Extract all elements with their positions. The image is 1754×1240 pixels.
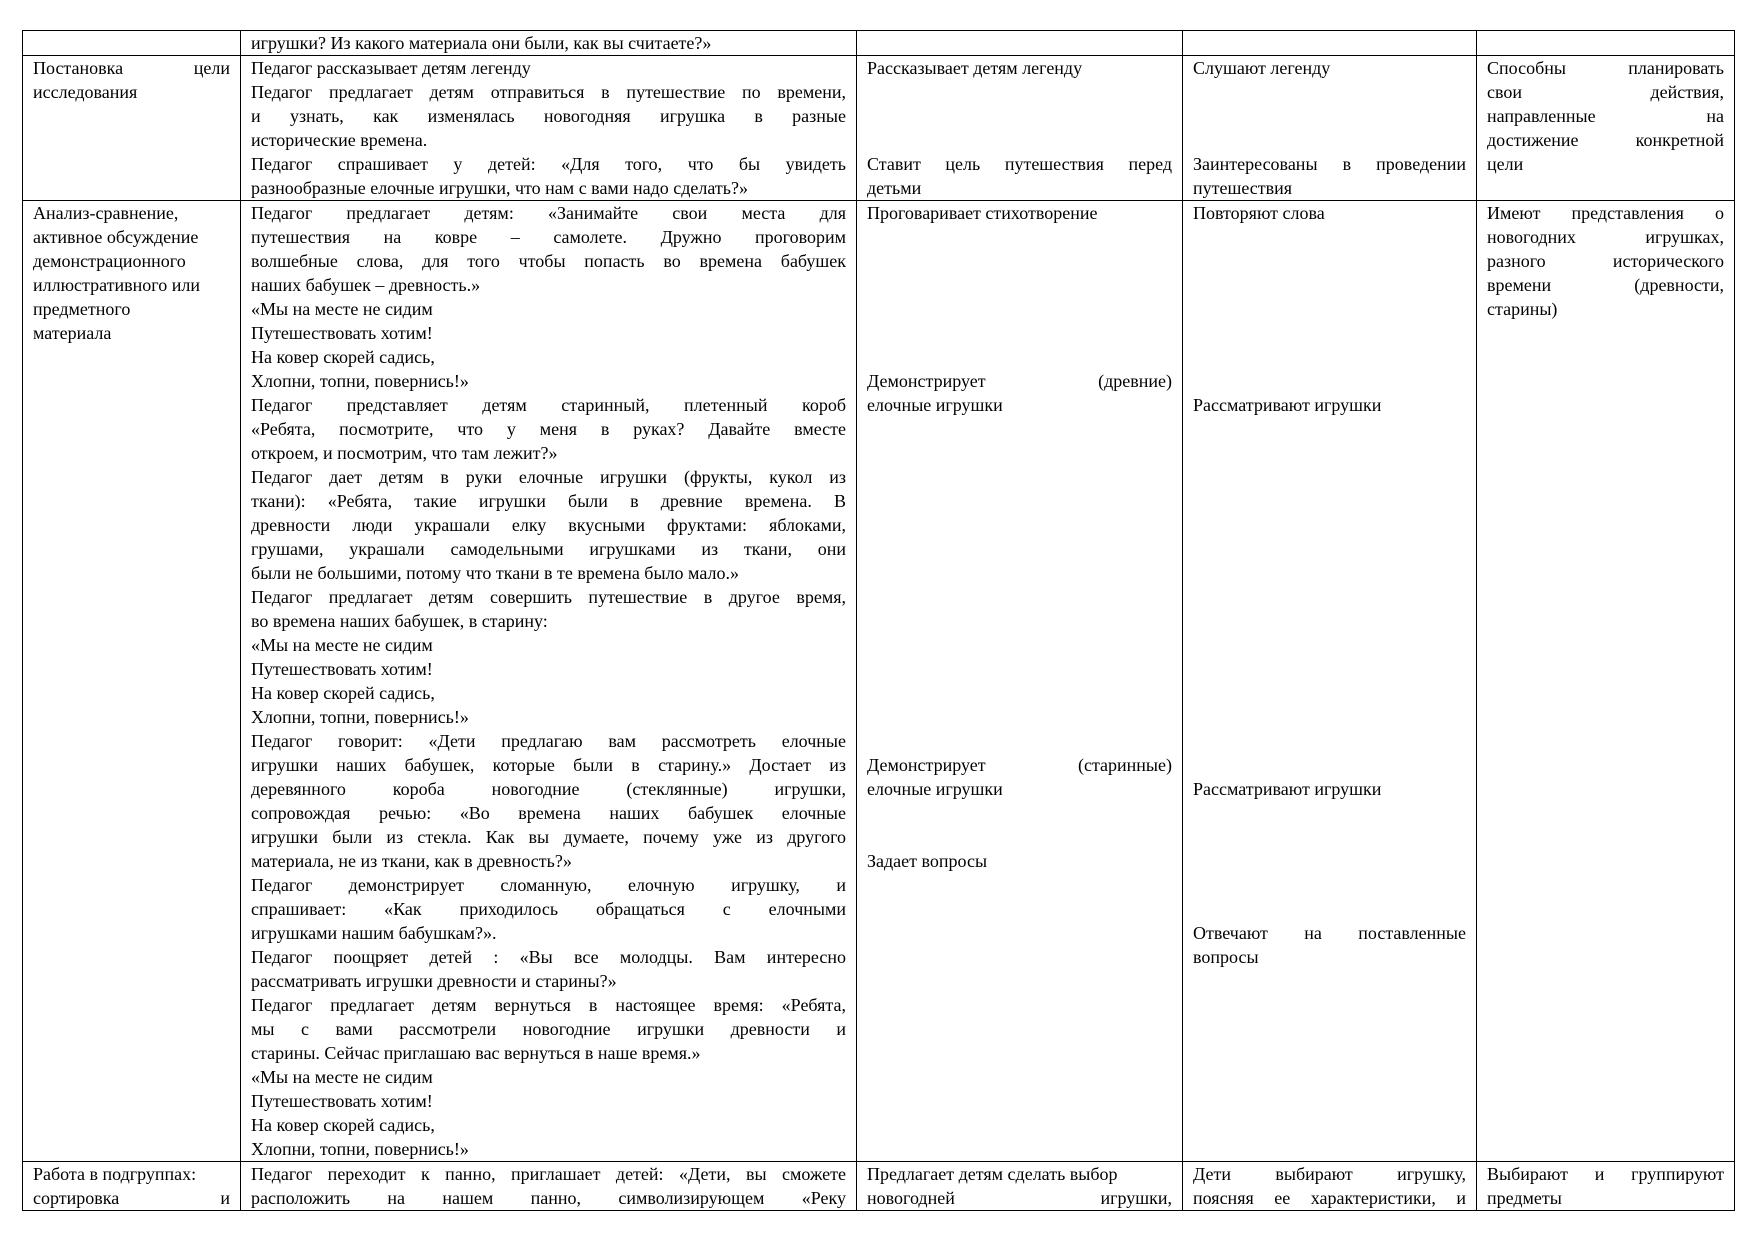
teacher-text-cell bbox=[241, 56, 857, 201]
text-line: путешествия bbox=[1193, 178, 1293, 198]
text-line: детьми bbox=[867, 178, 922, 198]
teacher-text-cell bbox=[241, 1162, 857, 1211]
text-line: Способны планировать bbox=[1487, 58, 1724, 78]
results-cell bbox=[1477, 56, 1735, 201]
text-line: Путешествовать хотим! bbox=[251, 1091, 433, 1111]
table-row bbox=[23, 31, 1735, 56]
table-row bbox=[23, 56, 1735, 201]
text-line: Хлопни, топни, повернись!» bbox=[251, 707, 469, 727]
text-line: деревянного короба новогодние (стеклянные) игрушки, bbox=[251, 779, 846, 799]
text-line: Путешествовать хотим! bbox=[251, 323, 433, 343]
text-line: Задает вопросы bbox=[867, 851, 988, 871]
text-line: направленные на bbox=[1487, 106, 1724, 126]
text-line: активное обсуждение bbox=[33, 227, 199, 247]
text-line: Демонстрирует (старинные) bbox=[867, 755, 1172, 775]
text-line: путешествия на ковре – самолете. Дружно проговорим bbox=[251, 227, 846, 247]
text-line: материала bbox=[33, 323, 112, 343]
text-line: Анализ-сравнение, bbox=[33, 203, 179, 223]
text-line: «Мы на месте не сидим bbox=[251, 635, 433, 655]
text-line: ткани): «Ребята, такие игрушки были в древние времена. В bbox=[251, 491, 846, 511]
teacher-actions-cell bbox=[857, 1162, 1183, 1211]
text-line: демонстрационного bbox=[33, 251, 186, 271]
table-row bbox=[23, 1162, 1735, 1211]
stage-cell bbox=[23, 56, 241, 201]
teacher-actions-cell bbox=[857, 31, 1183, 56]
text-line: Предлагает детям сделать выбор bbox=[867, 1164, 1118, 1184]
text-line: спрашивает: «Как приходилось обращаться с елочными bbox=[251, 899, 846, 919]
text-line: были не большими, потому что ткани в те времена было мало.» bbox=[251, 563, 739, 583]
text-line: Хлопни, топни, повернись!» bbox=[251, 371, 469, 391]
text-line: и узнать, как изменялась новогодняя игрушка в разные bbox=[251, 106, 846, 126]
lesson-plan-table bbox=[22, 30, 1735, 1211]
text-line: цели bbox=[1487, 154, 1524, 174]
results-cell bbox=[1477, 201, 1735, 1162]
text-line: Повторяют слова bbox=[1193, 203, 1325, 223]
text-line: старины. Сейчас приглашаю вас вернуться в наше время.» bbox=[251, 1043, 701, 1063]
text-line: Хлопни, топни, повернись!» bbox=[251, 1139, 469, 1159]
teacher-actions-cell bbox=[857, 56, 1183, 201]
text-line: На ковер скорей садись, bbox=[251, 1115, 435, 1135]
text-line: новогодней игрушки, bbox=[867, 1188, 1172, 1208]
text-line: предметы bbox=[1487, 1188, 1562, 1208]
text-line: Постановка цели bbox=[33, 58, 230, 78]
text-line: Педагог спрашивает у детей: «Для того, что бы увидеть bbox=[251, 154, 846, 174]
teacher-text-cell bbox=[241, 31, 857, 56]
text-line: Отвечают на поставленные bbox=[1193, 923, 1466, 943]
text-line: сопровождая речью: «Во времена наших бабушек елочные bbox=[251, 803, 846, 823]
text-line: На ковер скорей садись, bbox=[251, 683, 435, 703]
text-line: «Ребята, посмотрите, что у меня в руках? Давайте вместе bbox=[251, 419, 846, 439]
text-line: «Мы на месте не сидим bbox=[251, 299, 433, 319]
table-row bbox=[23, 201, 1735, 1162]
text-line: Педагог поощряет детей : «Вы все молодцы. Вам интересно bbox=[251, 947, 846, 967]
children-actions-cell bbox=[1183, 1162, 1477, 1211]
text-line: Педагог предлагает детям вернуться в настоящее время: «Ребята, bbox=[251, 995, 846, 1015]
text-line: «Мы на месте не сидим bbox=[251, 1067, 433, 1087]
children-actions-cell bbox=[1183, 31, 1477, 56]
text-line: Педагог предлагает детям совершить путешествие в другое время, bbox=[251, 587, 846, 607]
text-line: сортировка и bbox=[33, 1188, 230, 1208]
text-line: Педагог представляет детям старинный, плетенный короб bbox=[251, 395, 846, 415]
text-line: Педагог переходит к панно, приглашает детей: «Дети, вы сможете bbox=[251, 1164, 846, 1184]
text-line: Рассматривают игрушки bbox=[1193, 779, 1382, 799]
text-line: игрушки наших бабушек, которые были в старину.» Достает из bbox=[251, 755, 846, 775]
text-line: Имеют представления о bbox=[1487, 203, 1724, 223]
children-actions-cell bbox=[1183, 201, 1477, 1162]
text-line: Ставит цель путешествия перед bbox=[867, 154, 1172, 174]
text-line: Педагог предлагает детям отправиться в путешествие по времени, bbox=[251, 82, 846, 102]
text-line: расположить на нашем панно, символизирующем «Реку bbox=[251, 1188, 846, 1208]
text-line: вопросы bbox=[1193, 947, 1259, 967]
text-line: исторические времена. bbox=[251, 130, 428, 150]
text-line: поясняя ее характеристики, и bbox=[1193, 1188, 1466, 1208]
teacher-text-cell bbox=[241, 201, 857, 1162]
text-line: Заинтересованы в проведении bbox=[1193, 154, 1466, 174]
teacher-actions-cell bbox=[857, 201, 1183, 1162]
text-line: Педагог говорит: «Дети предлагаю вам рассмотреть елочные bbox=[251, 731, 846, 751]
text-line: откроем, и посмотрим, что там лежит?» bbox=[251, 443, 558, 463]
text-line: Рассматривают игрушки bbox=[1193, 395, 1382, 415]
text-line: древности люди украшали елку вкусными фруктами: яблоками, bbox=[251, 515, 846, 535]
text-line: достижение конкретной bbox=[1487, 130, 1724, 150]
text-line: новогодних игрушках, bbox=[1487, 227, 1724, 247]
text-line: рассматривать игрушки древности и старины?» bbox=[251, 971, 617, 991]
text-line: игрушками нашим бабушкам?». bbox=[251, 923, 497, 943]
text-line: во времена наших бабушек, в старину: bbox=[251, 611, 548, 631]
text-line: игрушки? Из какого материала они были, как вы считаете?» bbox=[251, 33, 712, 53]
text-line: На ковер скорей садись, bbox=[251, 347, 435, 367]
text-line: предметного bbox=[33, 299, 131, 319]
text-line: разного исторического bbox=[1487, 251, 1724, 271]
text-line: Педагог демонстрирует сломанную, елочную игрушку, и bbox=[251, 875, 846, 895]
text-line: Проговаривает стихотворение bbox=[867, 203, 1098, 223]
text-line: исследования bbox=[33, 82, 138, 102]
results-cell bbox=[1477, 1162, 1735, 1211]
text-line: игрушки были из стекла. Как вы думаете, почему уже из другого bbox=[251, 827, 846, 847]
text-line: мы с вами рассмотрели новогодние игрушки древности и bbox=[251, 1019, 846, 1039]
text-line: Педагог дает детям в руки елочные игрушки (фрукты, кукол из bbox=[251, 467, 846, 487]
text-line: Педагог рассказывает детям легенду bbox=[251, 58, 531, 78]
text-line: Выбирают и группируют bbox=[1487, 1164, 1724, 1184]
text-line: Дети выбирают игрушку, bbox=[1193, 1164, 1466, 1184]
text-line: иллюстративного или bbox=[33, 275, 200, 295]
text-line: материала, не из ткани, как в древность?» bbox=[251, 851, 572, 871]
text-line: елочные игрушки bbox=[867, 779, 1003, 799]
stage-cell bbox=[23, 1162, 241, 1211]
text-line: времени (древности, bbox=[1487, 275, 1724, 295]
text-line: Слушают легенду bbox=[1193, 58, 1331, 78]
children-actions-cell bbox=[1183, 56, 1477, 201]
text-line: волшебные слова, для того чтобы попасть во времена бабушек bbox=[251, 251, 846, 271]
text-line: Педагог предлагает детям: «Занимайте свои места для bbox=[251, 203, 846, 223]
text-line: старины) bbox=[1487, 299, 1558, 319]
text-line: разнообразные елочные игрушки, что нам с вами надо сделать?» bbox=[251, 178, 748, 198]
text-line: Работа в подгруппах: bbox=[33, 1164, 197, 1184]
text-line: наших бабушек – древность.» bbox=[251, 275, 481, 295]
stage-cell bbox=[23, 31, 241, 56]
text-line: Демонстрирует (древние) bbox=[867, 371, 1172, 391]
text-line: елочные игрушки bbox=[867, 395, 1003, 415]
text-line: грушами, украшали самодельными игрушками из ткани, они bbox=[251, 539, 846, 559]
results-cell bbox=[1477, 31, 1735, 56]
text-line: Путешествовать хотим! bbox=[251, 659, 433, 679]
stage-cell bbox=[23, 201, 241, 1162]
text-line: Рассказывает детям легенду bbox=[867, 58, 1083, 78]
text-line: свои действия, bbox=[1487, 82, 1724, 102]
